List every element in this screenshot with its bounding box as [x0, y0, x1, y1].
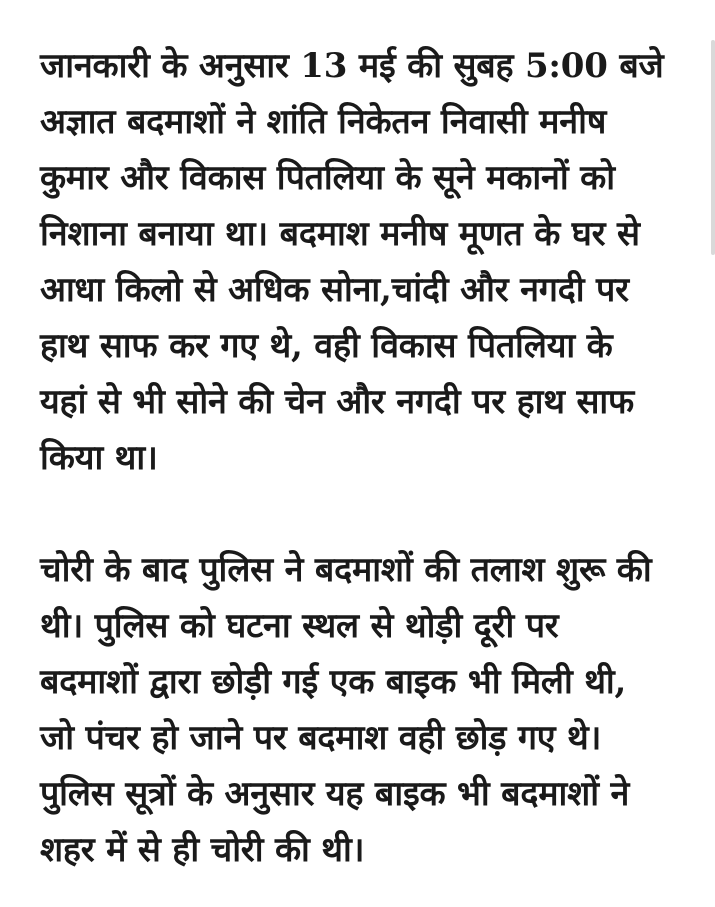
- text-line: चोरी के बाद पुलिस ने बदमाशों की तलाश शुरू की: [40, 550, 652, 590]
- text-line: यहां से भी सोने की चेन और नगदी पर हाथ साफ: [40, 382, 635, 422]
- paragraph-2: [40, 542, 690, 878]
- article-body: [40, 38, 690, 878]
- text-line: थी। पुलिस को घटना स्थल से थोड़ी दूरी पर: [40, 606, 559, 646]
- text-line: आधा किलो से अधिक सोना,चांदी और नगदी पर: [40, 270, 629, 310]
- text-line: जो पंचर हो जाने पर बदमाश वही छोड़ गए थे।: [40, 718, 602, 758]
- text-line: बदमाशों द्वारा छोड़ी गई एक बाइक भी मिली थी,: [40, 662, 627, 702]
- text-line: अज्ञात बदमाशों ने शांति निकेतन निवासी मनीष: [40, 102, 607, 142]
- text-line: निशाना बनाया था। बदमाश मनीष मूणत के घर से: [40, 214, 640, 254]
- paragraph-1: [40, 38, 690, 486]
- text-line: पुलिस सूत्रों के अनुसार यह बाइक भी बदमाशों ने: [40, 774, 630, 814]
- text-line: कुमार और विकास पितलिया के सूने मकानों को: [40, 158, 615, 198]
- text-line: जानकारी के अनुसार 13 मई की सुबह 5:00 बजे: [40, 46, 664, 86]
- text-line: हाथ साफ कर गए थे, वही विकास पितलिया के: [40, 326, 613, 366]
- text-line: किया था।: [40, 438, 158, 478]
- scrollbar[interactable]: [711, 40, 715, 255]
- text-line: शहर में से ही चोरी की थी।: [40, 830, 365, 870]
